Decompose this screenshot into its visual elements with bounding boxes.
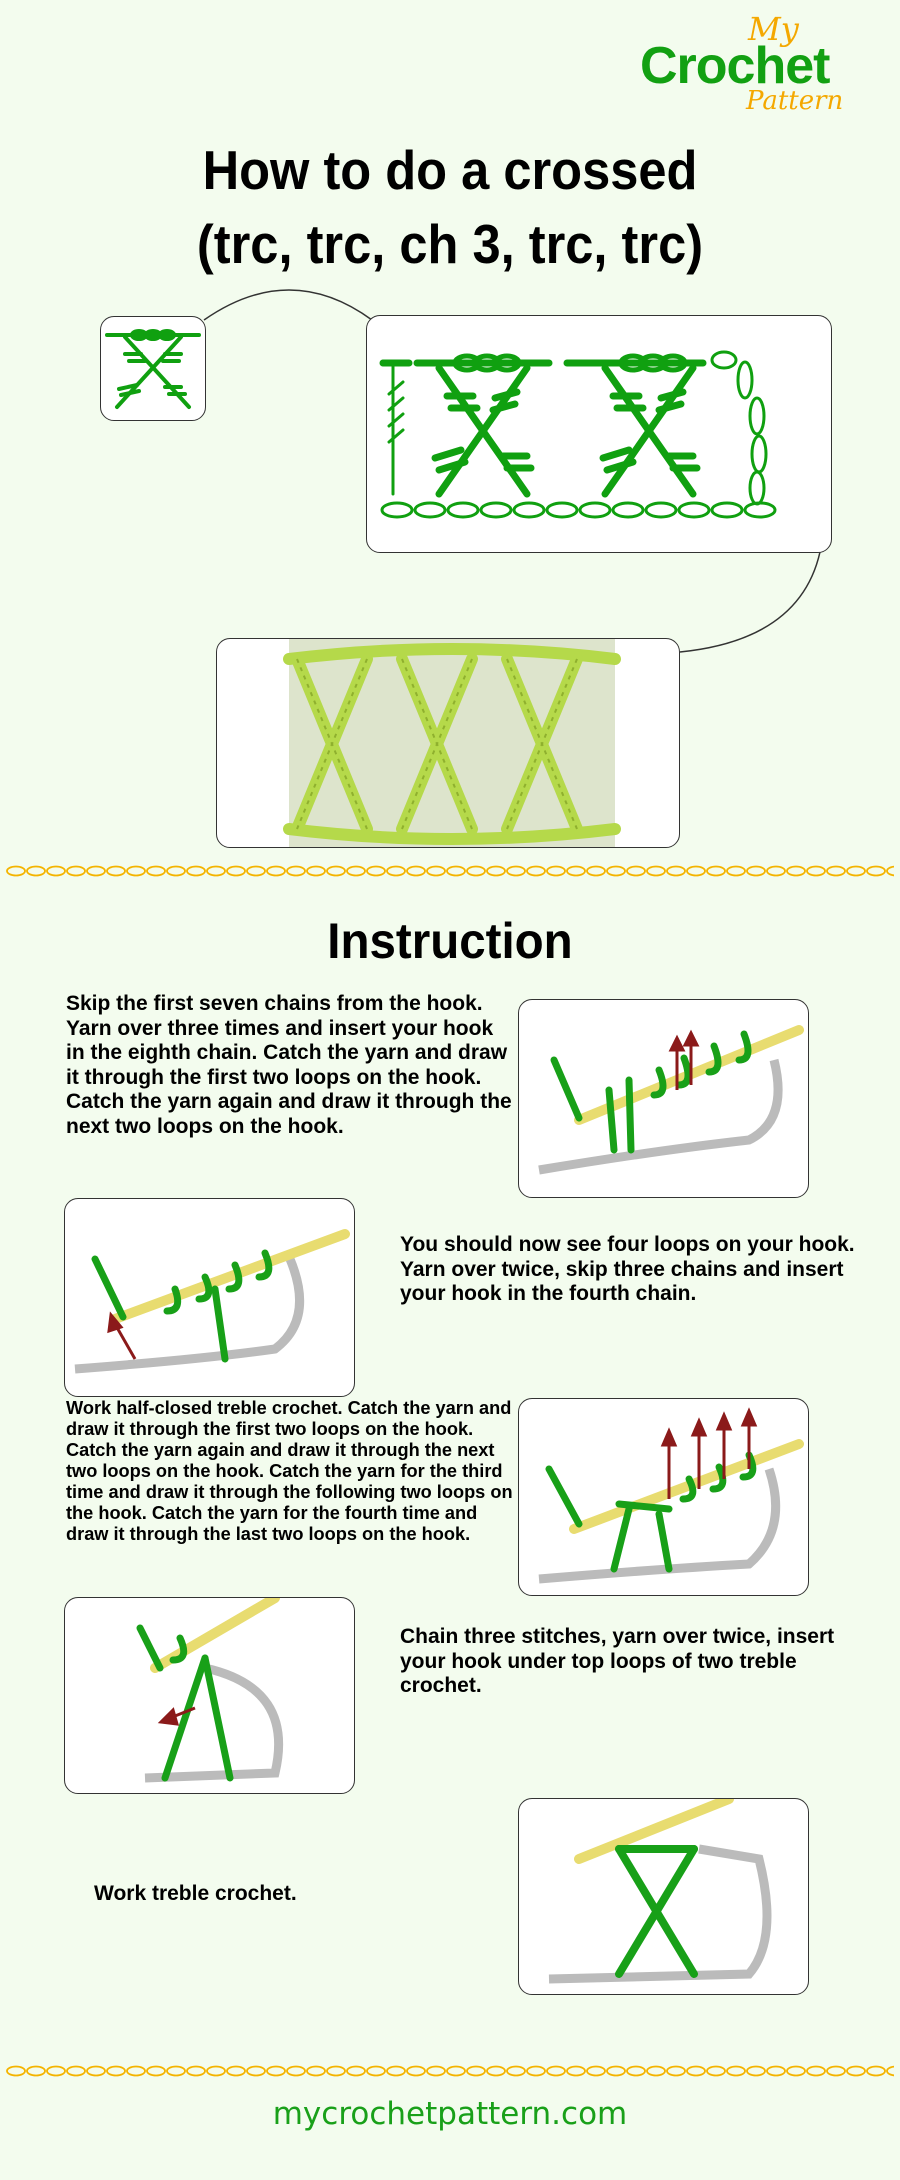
- chain-divider: [6, 2064, 894, 2078]
- logo-text-crochet: Crochet: [640, 37, 830, 95]
- step-4-illustration: [64, 1597, 355, 1794]
- instruction-heading: Instruction: [327, 913, 573, 969]
- site-logo[interactable]: [636, 12, 896, 127]
- crochet-sample-photo-frame: [216, 638, 680, 848]
- step-1-illustration: [518, 999, 809, 1198]
- page-title-line-2: (trc, trc, ch 3, trc, trc): [196, 213, 704, 275]
- hook-yarn-illustration-icon: [65, 1199, 355, 1397]
- hook-yarn-illustration-icon: [65, 1598, 355, 1794]
- hook-yarn-illustration-icon: [519, 1000, 809, 1198]
- chain-divider: [6, 864, 894, 878]
- step-5-text: Work treble crochet.: [94, 1882, 297, 1905]
- hook-yarn-illustration-icon: [519, 1799, 809, 1995]
- footer-website-link[interactable]: mycrochetpattern.com: [272, 2096, 628, 2132]
- hook-yarn-illustration-icon: [519, 1399, 809, 1596]
- step-4-text: Chain three stitches, yarn over twice, insert your hook under top loops of two treble crochet.: [400, 1625, 835, 1697]
- crochet-chart-icon: [367, 316, 832, 553]
- step-3-text: Work half-closed treble crochet. Catch the yarn and draw it through the first two loops on the hook. Catch the yarn again and draw it through the next two loops on the hook. Catch the yarn for the third time and draw it through the following two loops on the hook. Catch the yarn for the fourth time and draw it through the last two loops on the hook.: [66, 1398, 513, 1544]
- page-title-line-1: How to do a crossed: [202, 139, 698, 201]
- crossed-stitch-symbol-icon: [101, 317, 206, 421]
- logo-text-pattern: Pattern: [746, 86, 844, 116]
- step-5-illustration: [518, 1798, 809, 1995]
- symbol-single-repeat: [100, 316, 206, 421]
- step-3-illustration: [518, 1398, 809, 1596]
- logo-text-my: My: [748, 10, 799, 48]
- step-2-text: You should now see four loops on your hook. Yarn over twice, skip three chains and insert your hook in the fourth chain.: [400, 1233, 855, 1305]
- crochet-sample-photo: [217, 639, 680, 848]
- step-1-text: Skip the first seven chains from the hook. Yarn over three times and insert your hook in the eighth chain. Catch the yarn and draw it through the first two loops on the hook. Catch the yarn again and draw it through the next two loops on the hook.: [66, 992, 512, 1138]
- symbol-chart-diagram: [366, 315, 832, 553]
- step-2-illustration: [64, 1198, 355, 1397]
